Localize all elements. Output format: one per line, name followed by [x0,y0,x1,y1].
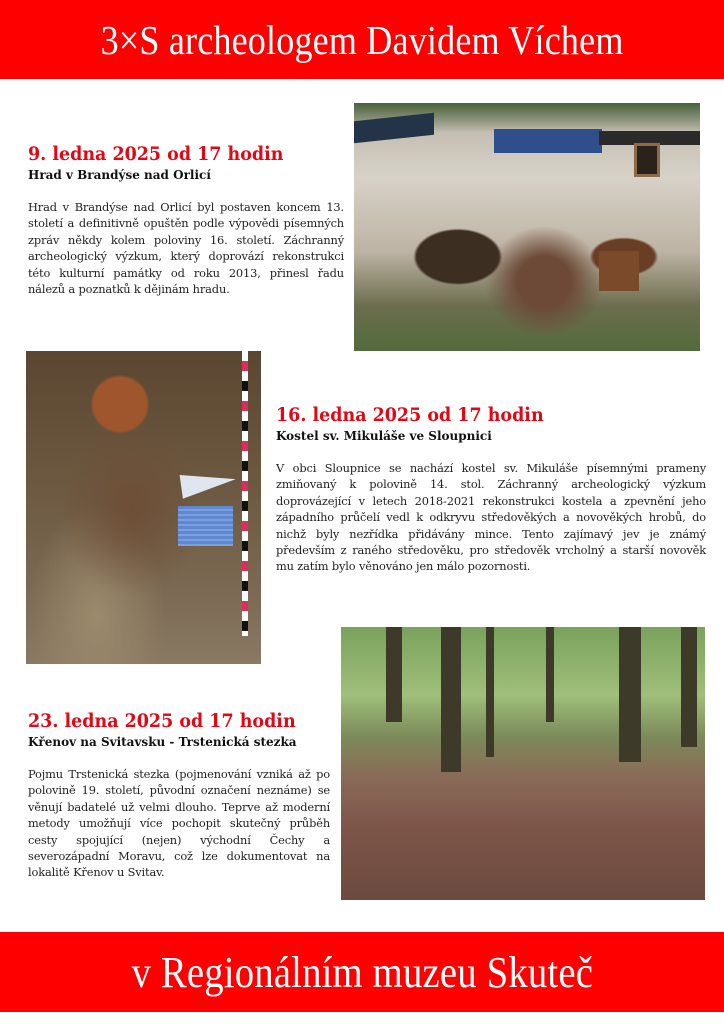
venue-title: v Regionálním muzeu Skuteč [131,947,593,997]
forest-path-photo [341,627,705,900]
photo-tree-trunk [386,627,402,722]
event-2 [276,404,706,575]
excavated-grave-photo [26,351,261,664]
photo-tree-trunk [486,627,494,757]
photo-tree-trunk [546,627,554,722]
photo-roof-detail [494,129,602,153]
event-place: Křenov na Svitavsku - Trstenická stezka [28,735,297,749]
measuring-scale [242,351,248,636]
event-description: Pojmu Trstenická stezka (pojmenování vzniká až po polovině 19. století, původní označení neznáme) se věnují badatelé už velmi dlouho. Teprve až moderní metody umožňují více pochopit skutečný průběh cesty spojující (nejen) východní Čechy a severozápadní Moravu, což lze dokumentovat na lokalitě Křenov u Svitav. [28,767,330,880]
photo-door-detail [599,251,639,291]
photo-tree-trunk [619,627,641,762]
event-date: 9. ledna 2025 od 17 hodin [28,143,284,165]
event-3 [28,710,330,881]
footer-banner [0,932,724,1012]
photo-tree-trunk [681,627,697,747]
photo-roof-detail [354,113,434,143]
photo-window-detail [634,143,660,177]
event-place: Hrad v Brandýse nad Orlicí [28,168,211,182]
header-banner [0,0,724,79]
poster-title: 3×S archeologem Davidem Víchem [100,16,624,63]
excavation-label-board [178,506,233,546]
event-description: V obci Sloupnice se nachází kostel sv. Mikuláše písemnými prameny zmiňovaný k polovině 14. stol. Záchranný archeologický výzkum doprovázející v letech 2018-2021 rekonstrukci kostela a zpevnění jeho západního průčelí vedl k odkryvu středověkých a novověkých hrobů, do nichž byly nezřídka přidávány mince. Tento zajímavý jev je známý především z raného středověku, pro středověk vrcholný a starší novověk mu zatím bylo věnováno jen málo pozornosti. [276,461,706,574]
north-arrow-marker [180,467,238,498]
photo-tree-trunk [441,627,461,772]
event-date: 16. ledna 2025 od 17 hodin [276,404,544,426]
event-description: Hrad v Brandýse nad Orlicí byl postaven koncem 13. století a definitivně opuštěn podle výpovědi písemných zpráv někdy kolem poloviny 16. století. Záchranný archeologický výzkum, který doprovází rekonstrukci této kulturní památky od roku 2013, přinesl řadu nálezů a poznatků k dějinám hradu. [28,200,344,297]
event-date: 23. ledna 2025 od 17 hodin [28,710,296,732]
event-1 [28,143,344,297]
castle-ruins-photo [354,103,700,351]
event-place: Kostel sv. Mikuláše ve Sloupnici [276,429,492,443]
